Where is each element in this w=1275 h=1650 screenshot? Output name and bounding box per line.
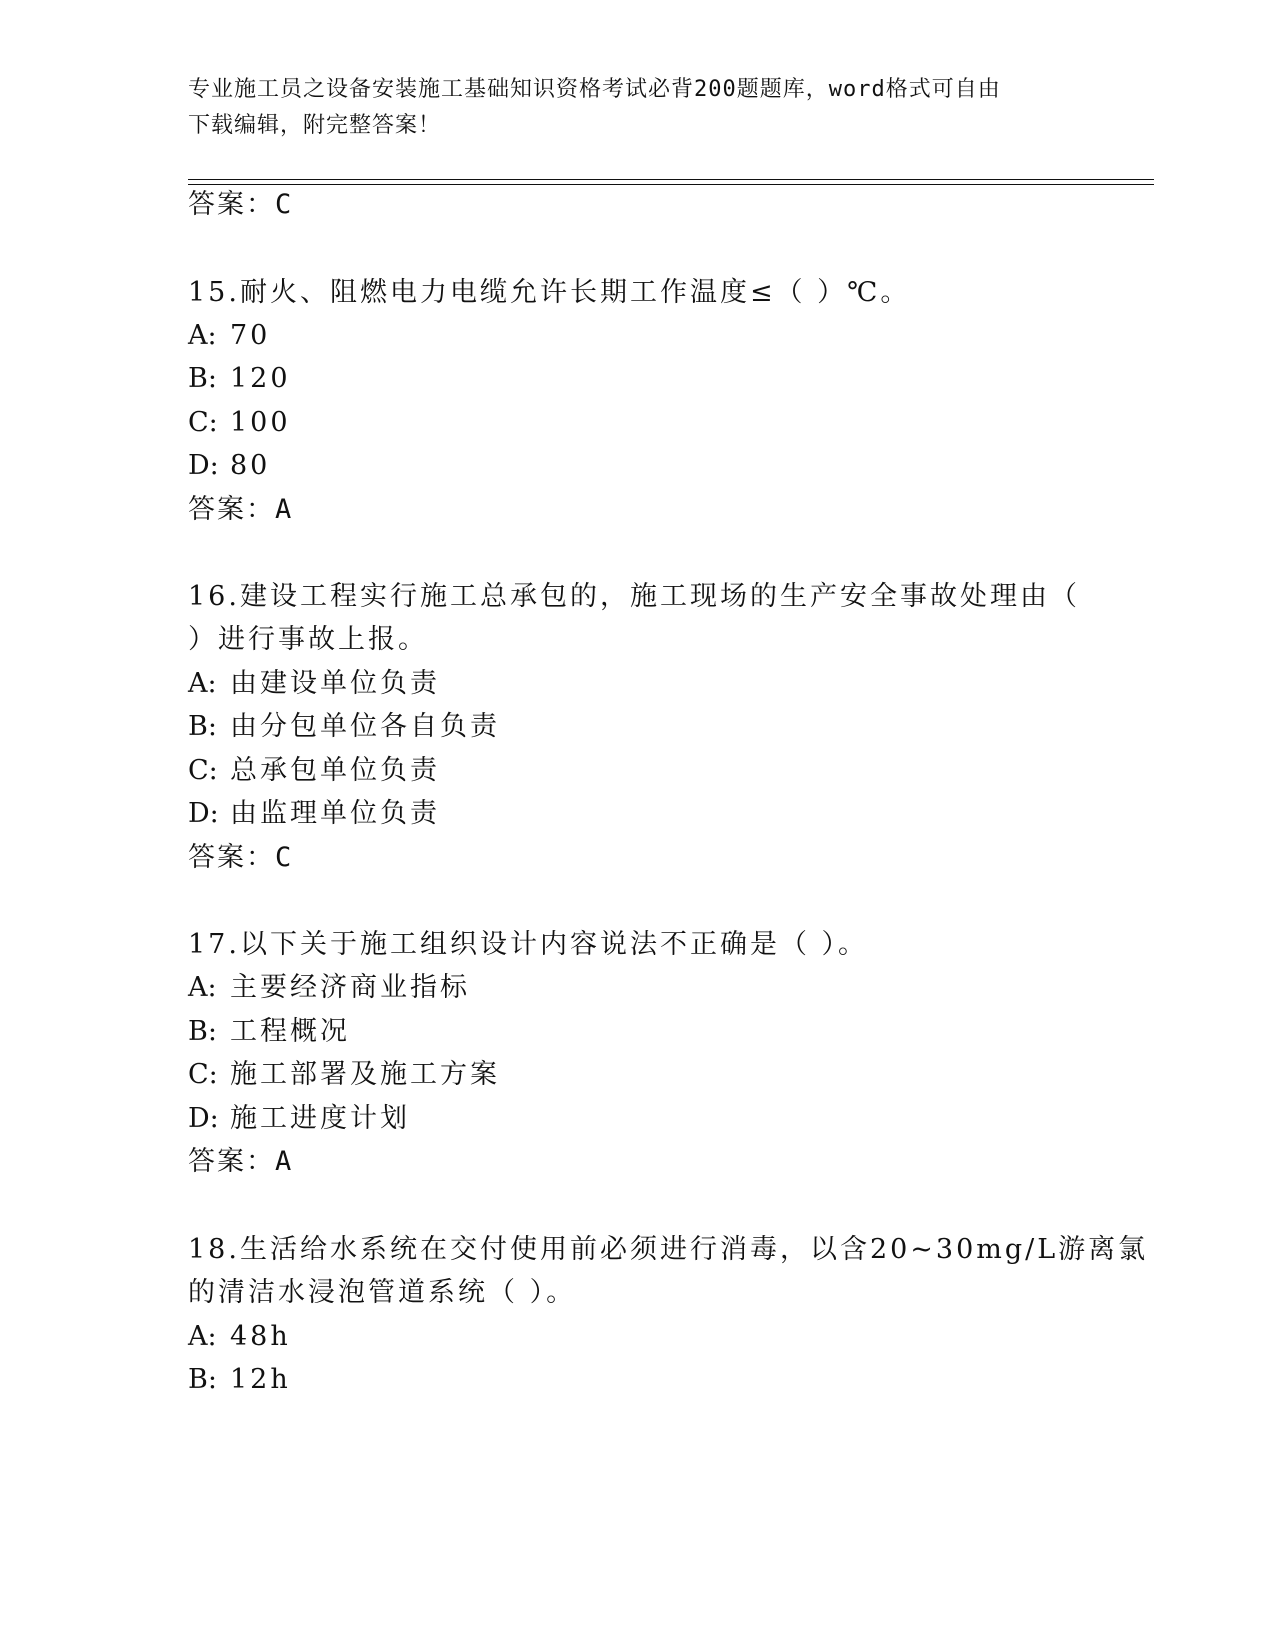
- question-18-stem-line-1: 18.生活给水系统在交付使用前必须进行消毒，以含20~30mg/L游离氯: [188, 1234, 1149, 1265]
- option-text: 工程概况: [230, 1016, 350, 1047]
- question-17-answer: 答案：A: [188, 1146, 294, 1177]
- option-text: 由监理单位负责: [230, 798, 440, 829]
- question-18-option-a: [188, 1320, 291, 1354]
- option-text: 施工部署及施工方案: [230, 1059, 500, 1090]
- option-letter: A:: [188, 972, 217, 1003]
- header-divider-top: [188, 179, 1154, 180]
- option-text: 由建设单位负责: [230, 668, 440, 699]
- question-17-stem: 17.以下关于施工组织设计内容说法不正确是（ ）。: [188, 929, 869, 960]
- question-15-option-b: [188, 362, 291, 396]
- option-letter: A:: [188, 320, 217, 351]
- question-17-option-a: [188, 971, 470, 1005]
- option-text: 由分包单位各自负责: [230, 711, 500, 742]
- previous-answer: 答案：C: [188, 189, 294, 220]
- question-16-option-b: [188, 710, 500, 744]
- question-18-option-b: [188, 1363, 291, 1397]
- option-letter: B:: [188, 363, 217, 394]
- question-17-option-b: [188, 1015, 350, 1049]
- question-15-option-c: [188, 406, 291, 440]
- option-letter: B:: [188, 1364, 217, 1395]
- question-16-option-a: [188, 667, 440, 701]
- question-17-option-c: [188, 1058, 500, 1092]
- option-text: 100: [230, 407, 291, 438]
- question-16-answer: 答案：C: [188, 842, 294, 873]
- option-text: 80: [230, 450, 271, 481]
- option-text: 总承包单位负责: [230, 755, 440, 786]
- option-letter: D:: [188, 798, 219, 829]
- question-15-option-a: [188, 319, 270, 353]
- question-16-option-c: [188, 754, 440, 788]
- header-line-2: 下载编辑，附完整答案！: [188, 113, 442, 138]
- option-letter: C:: [188, 407, 218, 438]
- option-letter: D:: [188, 1103, 219, 1134]
- header-divider-bottom: [188, 184, 1154, 185]
- option-letter: C:: [188, 1059, 218, 1090]
- option-letter: A:: [188, 668, 217, 699]
- question-16-stem-line-1: 16.建设工程实行施工总承包的，施工现场的生产安全事故处理由（: [188, 581, 1080, 612]
- option-text: 70: [230, 320, 271, 351]
- option-letter: B:: [188, 1016, 217, 1047]
- option-letter: D:: [188, 450, 219, 481]
- question-18-stem-line-2: 的清洁水浸泡管道系统（ ）。: [188, 1277, 577, 1308]
- option-text: 12h: [230, 1364, 291, 1395]
- question-15-option-d: [188, 449, 270, 483]
- document-header: [188, 72, 1088, 144]
- option-letter: B:: [188, 711, 217, 742]
- option-text: 主要经济商业指标: [230, 972, 470, 1003]
- question-17-option-d: [188, 1102, 410, 1136]
- question-15-stem: 15.耐火、阻燃电力电缆允许长期工作温度≤（ ）℃。: [188, 277, 911, 308]
- option-letter: C:: [188, 755, 218, 786]
- question-16-stem-line-2: ）进行事故上报。: [188, 624, 428, 655]
- option-text: 48h: [230, 1321, 291, 1352]
- option-text: 120: [230, 363, 291, 394]
- question-15-answer: 答案：A: [188, 494, 294, 525]
- header-line-1: 专业施工员之设备安装施工基础知识资格考试必背200题题库，word格式可自由: [188, 77, 1001, 102]
- option-letter: A:: [188, 1321, 217, 1352]
- option-text: 施工进度计划: [230, 1103, 410, 1134]
- question-16-option-d: [188, 797, 440, 831]
